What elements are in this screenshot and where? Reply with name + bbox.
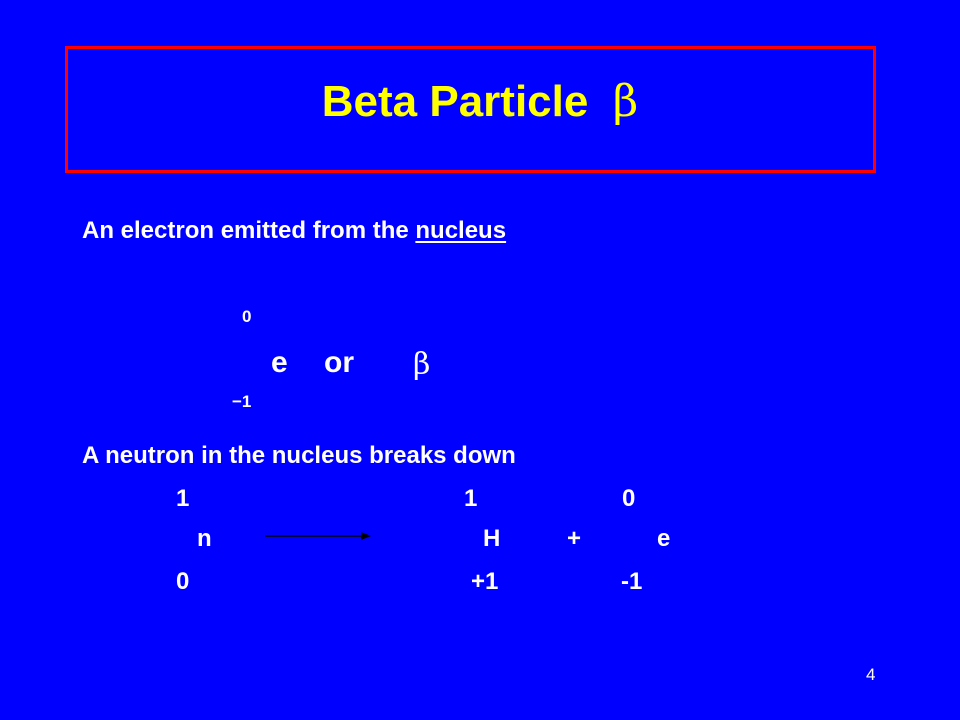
definition-underlined-word: nucleus (415, 217, 507, 244)
process-description: A neutron in the nucleus breaks down (82, 442, 516, 469)
slide-title (0, 76, 960, 127)
hydrogen-symbol: H (483, 525, 501, 552)
notation-atomic-number: −1 (232, 392, 252, 411)
neutron-symbol: n (197, 525, 212, 552)
neutron-atomic-number: 0 (176, 568, 190, 595)
notation-mass-number: 0 (242, 307, 252, 326)
electron-symbol: e (657, 525, 671, 552)
definition-prefix: An electron emitted from the (82, 217, 416, 244)
hydrogen-atomic-number: +1 (471, 568, 499, 595)
notation-beta-symbol: β (413, 347, 431, 382)
notation-electron-symbol: e (271, 346, 288, 379)
title-beta-symbol: β (612, 76, 639, 127)
title-text: Beta Particle (321, 77, 589, 126)
neutron-mass-number: 1 (176, 485, 190, 512)
right-arrow-icon (265, 529, 375, 543)
plus-sign: + (567, 525, 582, 552)
slide-number: 4 (866, 665, 876, 684)
electron-atomic-number: -1 (621, 568, 643, 595)
electron-mass-number: 0 (622, 485, 636, 512)
hydrogen-mass-number: 1 (464, 485, 478, 512)
definition-line (82, 219, 506, 243)
notation-or-label: or (324, 346, 354, 379)
